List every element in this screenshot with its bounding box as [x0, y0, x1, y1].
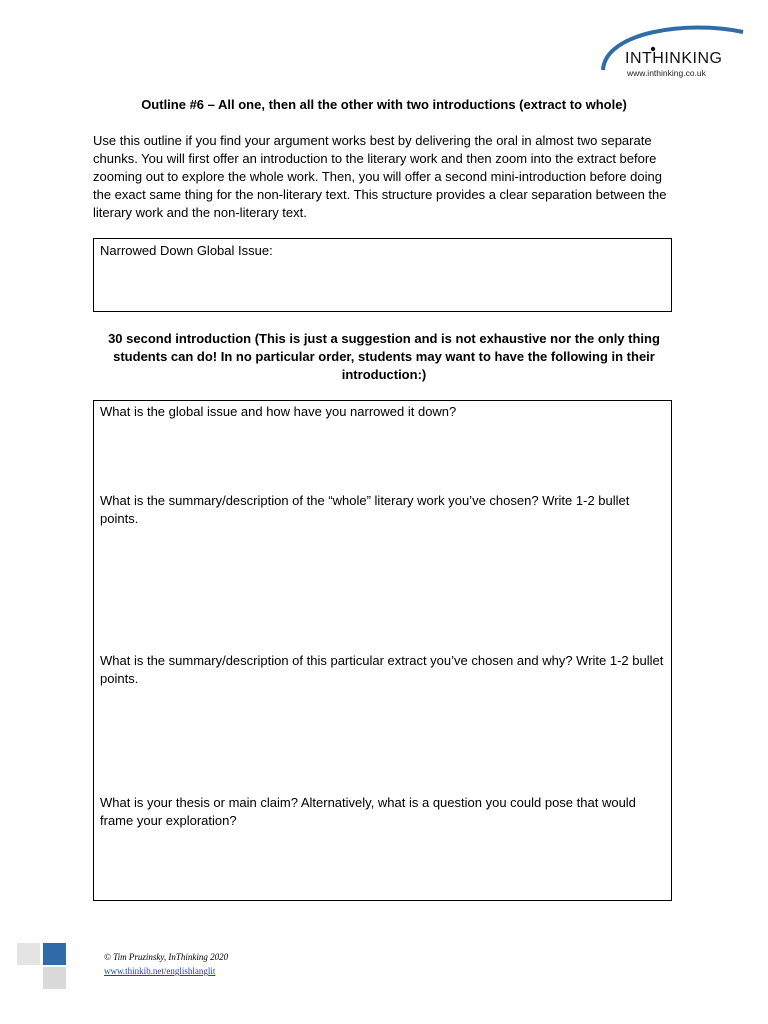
question-whole-work-summary: What is the summary/description of the “whole” literary work you’ve chosen? Write 1-2 bullet points. [100, 493, 630, 526]
logo-wordmark: INTHINKING [625, 50, 723, 67]
footer-copyright: © Tim Pruzinsky, InThinking 2020 [104, 952, 229, 962]
footer-square-blue [43, 943, 66, 965]
inthinking-logo [597, 22, 745, 82]
introduction-questions-box[interactable] [93, 400, 672, 901]
footer-square-grey [43, 967, 66, 989]
intro-paragraph: Use this outline if you find your argument works best by delivering the oral in almost two separate chunks. You will first offer an introduction to the literary work and then zoom into the extract before zooming out to explore the whole work. Then, you will offer a second mini-introduction before doing the exact same thing for the non-literary text. This structure provides a clear separation between the literary work and the non-literary text. [93, 133, 667, 220]
global-issue-label: Narrowed Down Global Issue: [100, 243, 273, 258]
footer-link[interactable]: www.thinkib.net/englishlanglit [104, 966, 216, 976]
footer-square-light [17, 943, 40, 965]
page-title: Outline #6 – All one, then all the other with two introductions (extract to whole) [141, 97, 627, 112]
question-extract-summary: What is the summary/description of this particular extract you’ve chosen and why? Write 1-2 bullet points. [100, 653, 664, 686]
question-thesis: What is your thesis or main claim? Alternatively, what is a question you could pose that would frame your exploration? [100, 795, 636, 828]
question-global-issue: What is the global issue and how have you narrowed it down? [100, 404, 457, 419]
introduction-heading: 30 second introduction (This is just a suggestion and is not exhaustive nor the only thing students can do! In no particular order, students may want to have the following in their introduction:) [108, 331, 660, 382]
logo-url: www.inthinking.co.uk [627, 68, 706, 78]
global-issue-box[interactable] [93, 238, 672, 312]
